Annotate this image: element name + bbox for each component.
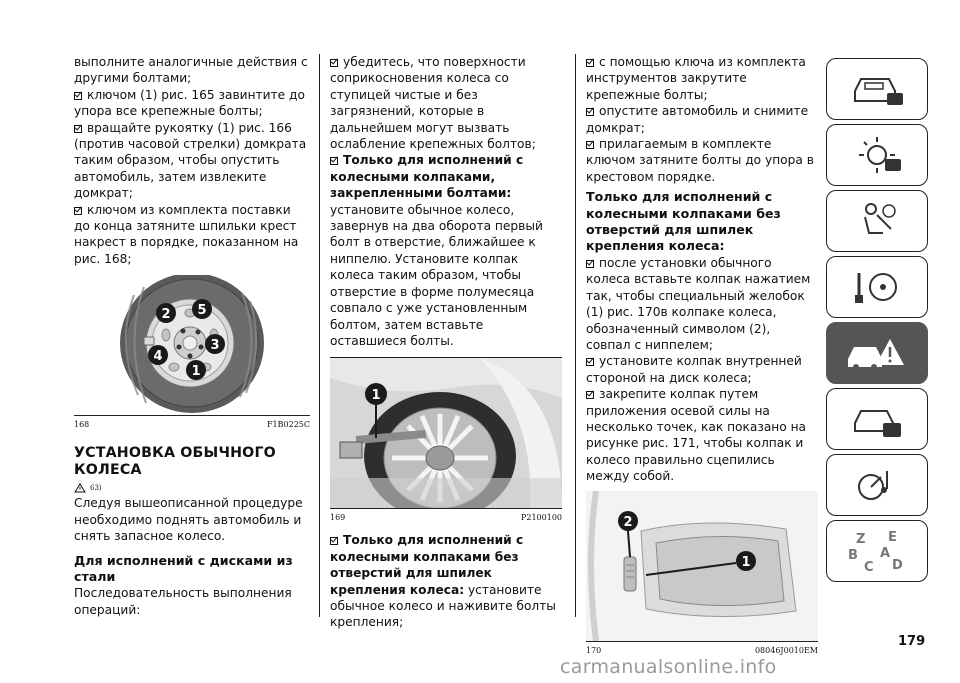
- column-divider: [575, 54, 576, 617]
- callout-label: 1: [741, 554, 751, 570]
- figure-168: [74, 275, 310, 416]
- chapter-tab-emergency[interactable]: [826, 322, 928, 384]
- chapter-tab-index[interactable]: [826, 520, 928, 582]
- checkbox-icon: [74, 207, 82, 215]
- figure-code: 08046J0010EM: [754, 645, 818, 655]
- checkbox-icon: [330, 157, 338, 165]
- checkbox-icon: [586, 260, 594, 268]
- col3-bullet: [586, 386, 818, 484]
- checkbox-icon: [330, 59, 338, 67]
- checkbox-icon: [586, 358, 594, 366]
- checkbox-icon: [74, 125, 82, 133]
- callout-label: 3: [210, 338, 220, 354]
- col3-bullet-text: после установки обычного колеса вставьте колпак нажатием так, чтобы специальный желобок (1) рис. 170в колпаке колеса, обозначенный символом (2), совпал с ниппелем;: [586, 255, 811, 352]
- col1-bullet: [74, 202, 310, 268]
- chapter-tab-dashboard[interactable]: [826, 58, 928, 120]
- index-letter: D: [892, 558, 903, 573]
- column-divider: [319, 54, 320, 617]
- col3-bullet: [586, 353, 818, 386]
- col2-bullet: [330, 152, 562, 349]
- figure-169-caption: [330, 513, 562, 522]
- col1-bullet: [74, 120, 310, 202]
- col3-bullet-text: с помощью ключа из комплекта инструментов закрутите крепежные болты;: [586, 55, 806, 102]
- figure-168-caption: [74, 420, 310, 429]
- col3-bullet-text: установите колпак внутренней стороной на диск колеса;: [586, 354, 802, 385]
- col1-bullet-text: ключом из комплекта поставки до конца затяните шпильки крест накрест в порядке, показанном на рис. 168;: [74, 202, 299, 266]
- col2-bullet: [330, 54, 562, 152]
- index-letters-icon: [842, 527, 912, 575]
- figure-code: F1B0225C: [267, 420, 310, 430]
- maintenance-car-icon: [847, 397, 907, 441]
- col1-bullet: [74, 87, 310, 120]
- wheel-hubcap-photo: [330, 358, 562, 508]
- checkbox-icon: [586, 108, 594, 116]
- chapter-tab-safety[interactable]: [826, 190, 928, 252]
- page-number: 179: [898, 634, 926, 649]
- checkbox-icon: [74, 92, 82, 100]
- car-dashboard-icon: [847, 69, 907, 109]
- col1-intro: выполните аналогичные действия с другими болтами;: [74, 55, 308, 86]
- subsection-title: Для исполнений с дисками из стали: [74, 552, 293, 584]
- section-title: УСТАНОВКА ОБЫЧНОГО КОЛЕСА: [74, 445, 276, 479]
- col1-bullet-text: ключом (1) рис. 165 завинтите до упора все крепежные болты;: [74, 87, 305, 119]
- figure-number: 169: [330, 513, 346, 523]
- wheel-bolts-illustration: [74, 275, 310, 415]
- warning-hand-icon: [74, 483, 86, 493]
- checkbox-icon: [586, 59, 594, 67]
- index-letter: Z: [856, 532, 866, 547]
- col2-bullet-text: установите обычное колесо и наживите болты крепления;: [330, 582, 556, 630]
- col3-bullet-text: прилагаемым в комплекте ключом затяните болты до упора в крестовом порядке.: [586, 137, 814, 184]
- index-letter: E: [888, 530, 897, 545]
- hubcap-groove-photo: [586, 491, 818, 641]
- column-2: [330, 54, 562, 631]
- col1-bullet-text: вращайте рукоятку (1) рис. 166 (против часовой стрелки) домкрата таким образом, чтобы опустить автомобиль, затем извлеките домкрат;: [74, 120, 307, 201]
- checkbox-icon: [586, 391, 594, 399]
- col3-bullet: [586, 54, 818, 103]
- col2-bullet-text: установите обычное колесо, завернув на два оборота первый болт в отверстие, ближайшее к ниппелю. Установите колпак колеса таким образом, чтобы отверстие в форме полумесяца совпало с уже установленным болтом, затем вставьте оставшиеся болты.: [330, 202, 543, 348]
- watermark: carmanualsonline.info: [560, 656, 777, 678]
- col3-bullet: [586, 255, 818, 353]
- col3-bullet-text: опустите автомобиль и снимите домкрат;: [586, 104, 809, 135]
- lights-sun-icon: [847, 133, 907, 177]
- column-3: [586, 54, 818, 655]
- col3-bullet: [586, 136, 818, 185]
- col2-bullet: [330, 532, 562, 630]
- column-1: [74, 54, 310, 618]
- callout-label: 2: [623, 514, 633, 530]
- figure-169: [330, 357, 562, 509]
- emergency-car-icon: [842, 331, 912, 375]
- index-letter: A: [880, 546, 891, 561]
- bullet-heading: Только для исполнений с колесными колпаками, закрепленными болтами:: [330, 153, 524, 201]
- chapter-tab-multimedia[interactable]: [826, 454, 928, 516]
- callout-label: 4: [153, 349, 163, 365]
- section-text: Следуя вышеописанной процедуре необходимо поднять автомобиль и снять запасное колесо.: [74, 496, 303, 544]
- warning-reference: [74, 483, 310, 493]
- callout-label: 1: [371, 388, 381, 404]
- callout-label: 2: [161, 307, 171, 323]
- subsection-text: Последовательность выполнения операций:: [74, 586, 292, 617]
- subsection-title: Только для исполнений с колесными колпаками без отверстий для шпилек крепления колеса:: [586, 189, 781, 254]
- chapter-tab-lights[interactable]: [826, 124, 928, 186]
- index-letter: C: [864, 560, 874, 575]
- bullet-heading: Только для исполнений с колесными колпаками без отверстий для шпилек крепления колеса:: [330, 533, 524, 597]
- checkbox-icon: [586, 141, 594, 149]
- col2-bullet-text: убедитесь, что поверхности соприкосновения колеса со ступицей чистые и без загрязнений, которые в дальнейшем могут вызвать ослабление крепежных болтов;: [330, 55, 536, 152]
- index-letter: B: [848, 548, 858, 563]
- steering-tools-icon: [847, 265, 907, 309]
- col3-bullet: [586, 103, 818, 136]
- chapter-tab-maintenance[interactable]: [826, 388, 928, 450]
- callout-label: 1: [191, 364, 201, 380]
- callout-label: 5: [197, 303, 207, 319]
- seat-airbag-icon: [847, 199, 907, 243]
- figure-170: [586, 491, 818, 642]
- warning-number: 63): [90, 484, 102, 493]
- figure-code: P2100100: [520, 513, 562, 523]
- figure-number: 168: [74, 420, 90, 430]
- col3-bullet-text: закрепите колпак путем приложения осевой силы на несколько точек, как показано на рисунке рис. 171, чтобы колпак и колесо правильно сцепились между собой.: [586, 387, 807, 484]
- checkbox-icon: [330, 537, 338, 545]
- figure-170-caption: [586, 646, 818, 655]
- figure-number: 170: [586, 645, 602, 655]
- multimedia-icon: [847, 463, 907, 507]
- chapter-tab-driving[interactable]: [826, 256, 928, 318]
